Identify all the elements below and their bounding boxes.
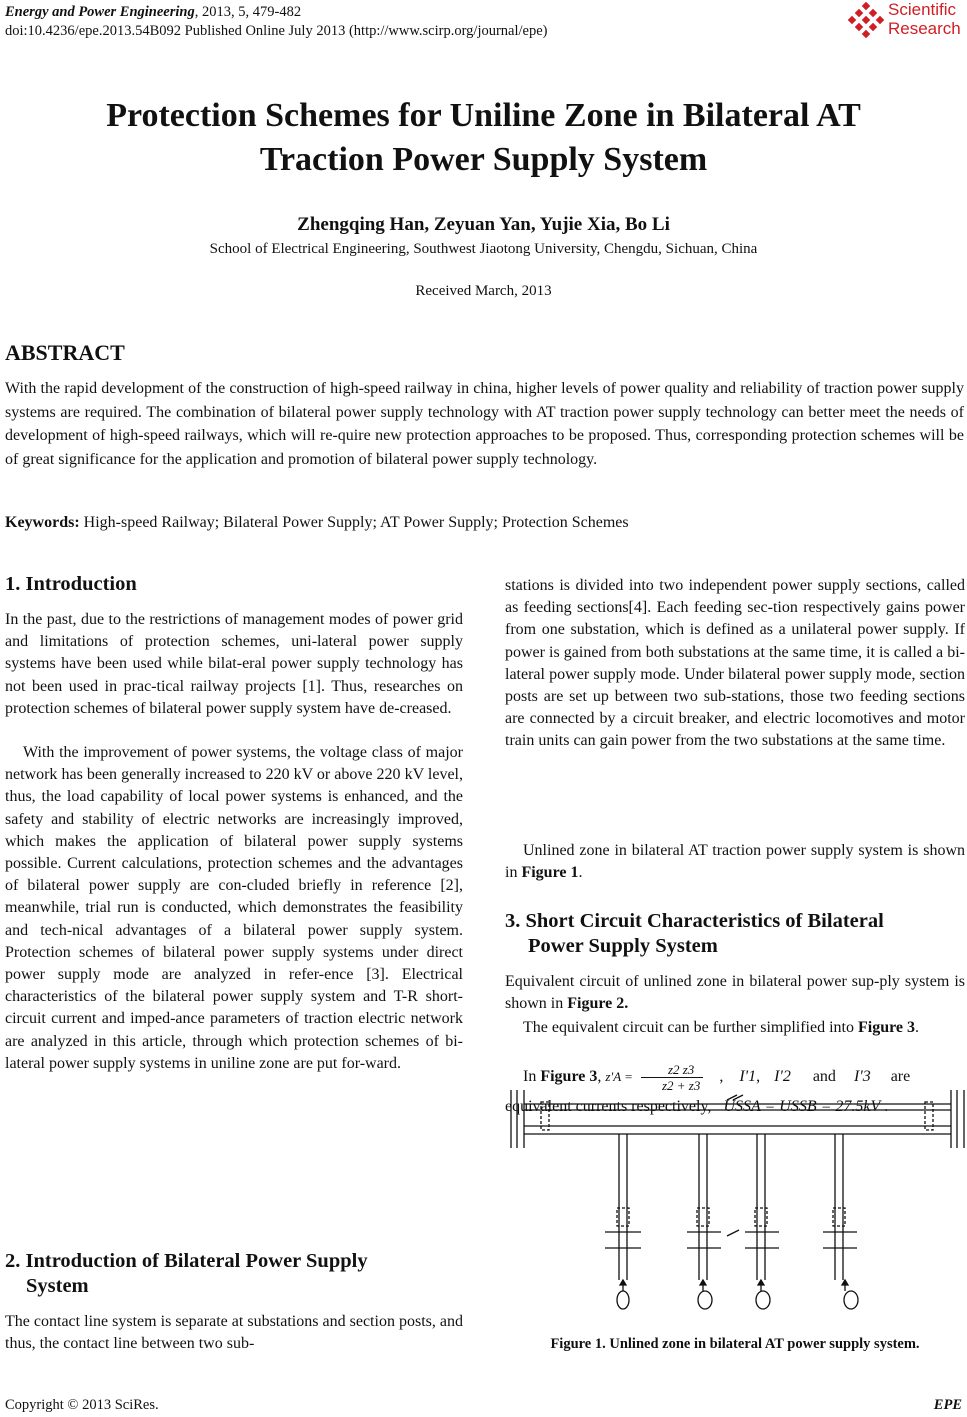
s3-p2-end: . [915,1019,920,1036]
scientific-research-logo [848,0,967,42]
section-2-paragraph-1: The contact line system is separate at substations and section posts, and thus, the contact line between two sub- [5,1313,463,1353]
journal-abbreviation-footer: EPE [933,1397,962,1413]
section-3-paragraph-1 [505,971,965,1015]
s2-p2-end: . [578,864,583,882]
journal-name: Energy and Power Engineering [5,4,195,20]
s3-p3-line2-text: equivalent currents respectively, [505,1098,712,1115]
section-1-paragraph-1: In the past, due to the restrictions of management modes of power grid and limitations of protection schemes, uni-lateral power supply systems have been used while bilat-eral power supply technology has not been used in prac-tical railway projects [1]. Thus, researches on protection schemes of bilateral power supply system have de-creased. [5,611,463,717]
equation-i3: I'3 [853,1068,871,1086]
section-2-paragraph-1-continued: stations is divided into two independent power supply sections, called as feeding sections[4]. Each feeding sec-tion respectively gains power from one substation, which is defined as a unilateral power supply. If power is gained from both substations at the same time, it is called a bi- lateral power supply mode. Under bilateral power supply mode, section posts are set up between two sub-stations, those two feeding sections are connected by a circuit breaker, and electric locomotives and motor train units can gain power from the two substations at the same time. [505,577,965,750]
paper-authors: Zhengqing Han, Zeyuan Yan, Yujie Xia, Bo Li [297,214,670,235]
equation-i2: I'2 [774,1068,791,1086]
figure-1-circuit-diagram [505,1090,965,1315]
section-3-heading-line-1: 3. Short Circuit Characteristics of Bilateral [505,910,884,932]
logo-mark-icon [848,2,884,38]
doi-line: doi:10.4236/epe.2013.54B092 Published Online July 2013 (http://www.scirp.org/journal/epe) [5,23,548,39]
section-1-paragraph-2: With the improvement of power systems, the voltage class of major network has been generally increased to 220 kV or above 220 kV level, thus, the load capability of local power systems is enhanced, and the safety and stability of electric networks are increasingly improved, which makes the application of bilateral power supply systems possible. Current calculations, protection schemes and the advantages of bilateral power supply are con-cluded briefly in reference [2], meanwhile, trial run is conducted, which demonstrates the feasibility and tech-nical advantages of a bilateral power supply system. Protection schemes of bilateral power supply systems under direct power supply mode are analyzed in refer-ence [3]. Electrical characteristics of the bilateral power supply system and T-R short-circuit current and imped-ance parameters of traction electric network are analyzed in this article, through which protection schemes of bi-lateral power supply systems in uniline zone are put for-ward. [5,744,463,1072]
copyright-footer: Copyright © 2013 SciRes. [5,1397,159,1413]
section-2-heading [5,1249,463,1299]
s3-p2-text: The equivalent circuit can be further simplified into [523,1019,858,1036]
equation-voltage: USSA = USSB = 27.5kV [723,1098,881,1115]
abstract-text: With the rapid development of the construction of high-speed railway in china, higher levels of power quality and reliability of traction power supply systems are required. The combination of bilateral power supply technology with AT traction power supply technology can better meet the needs of development of high-speed railways, which will re-quire new protection approaches to be proposed. Thus, corresponding protection schemes will be of great significance for the application and promotion of bilateral power supply technology. [5,380,964,468]
s3-p3-comma: , [597,1068,602,1086]
equation-numerator: z2 z3 [641,1062,703,1078]
paper-title: Protection Schemes for Uniline Zone in Bilateral AT Traction Power Supply System [106,97,861,178]
logo-line-1: Scientific [888,0,957,19]
keywords [5,514,964,532]
logo-line-2: Research [888,19,961,38]
logo-text [888,0,961,38]
section-3-heading-line-2: Power Supply System [528,935,718,957]
equation-za: z'A = [605,1069,633,1085]
section-2-heading-line-1: 2. Introduction of Bilateral Power Supply [5,1250,368,1272]
journal-volume-info: , 2013, 5, 479-482 [194,4,302,20]
s3-p3-in: In [523,1068,541,1086]
journal-citation [5,3,301,22]
section-1-heading: 1. Introduction [5,573,137,595]
section-2-paragraph-2 [505,840,965,884]
author-affiliation: School of Electrical Engineering, Southwest Jiaotong University, Chengdu, Sichuan, China [209,241,758,257]
abstract-heading: ABSTRACT [5,340,125,365]
figure-1-caption: Figure 1. Unlined zone in bilateral AT power supply system. [550,1336,920,1352]
section-3-paragraph-3: In Figure 3, z'A = $\frac{z2 z3}{z2 + z3}$ , I'1, I'2 and I'3 are [523,1062,911,1093]
s2-p2-text: Unlined zone in bilateral AT traction power supply system is shown in [505,842,965,882]
section-3-heading [505,909,965,959]
section-3-paragraph-3-line-2: equivalent currents respectively, USSA = USSB = 27.5kV . [505,1098,889,1115]
s3-p3-are: are [890,1068,911,1086]
received-date: Received March, 2013 [415,283,552,299]
s3-p3-and: and [812,1068,836,1086]
section-3-paragraph-2 [505,1017,965,1039]
figure-3-reference-2: Figure 3 [540,1068,598,1086]
keywords-label: Keywords: [5,514,80,531]
s3-p1-text: Equivalent circuit of unlined zone in bilateral power sup-ply system is shown in [505,973,965,1013]
section-2-heading-line-2: System [26,1275,89,1297]
equation-fraction [641,1062,703,1093]
figure-1-reference: Figure 1 [521,864,579,882]
equation-denominator: z2 + z3 [661,1078,701,1093]
keywords-list: High-speed Railway; Bilateral Power Supply; AT Power Supply; Protection Schemes [79,514,629,531]
figure-3-reference: Figure 3 [858,1019,916,1036]
figure-2-reference: Figure 2. [567,995,629,1013]
equation-i1: I'1 [739,1068,757,1086]
